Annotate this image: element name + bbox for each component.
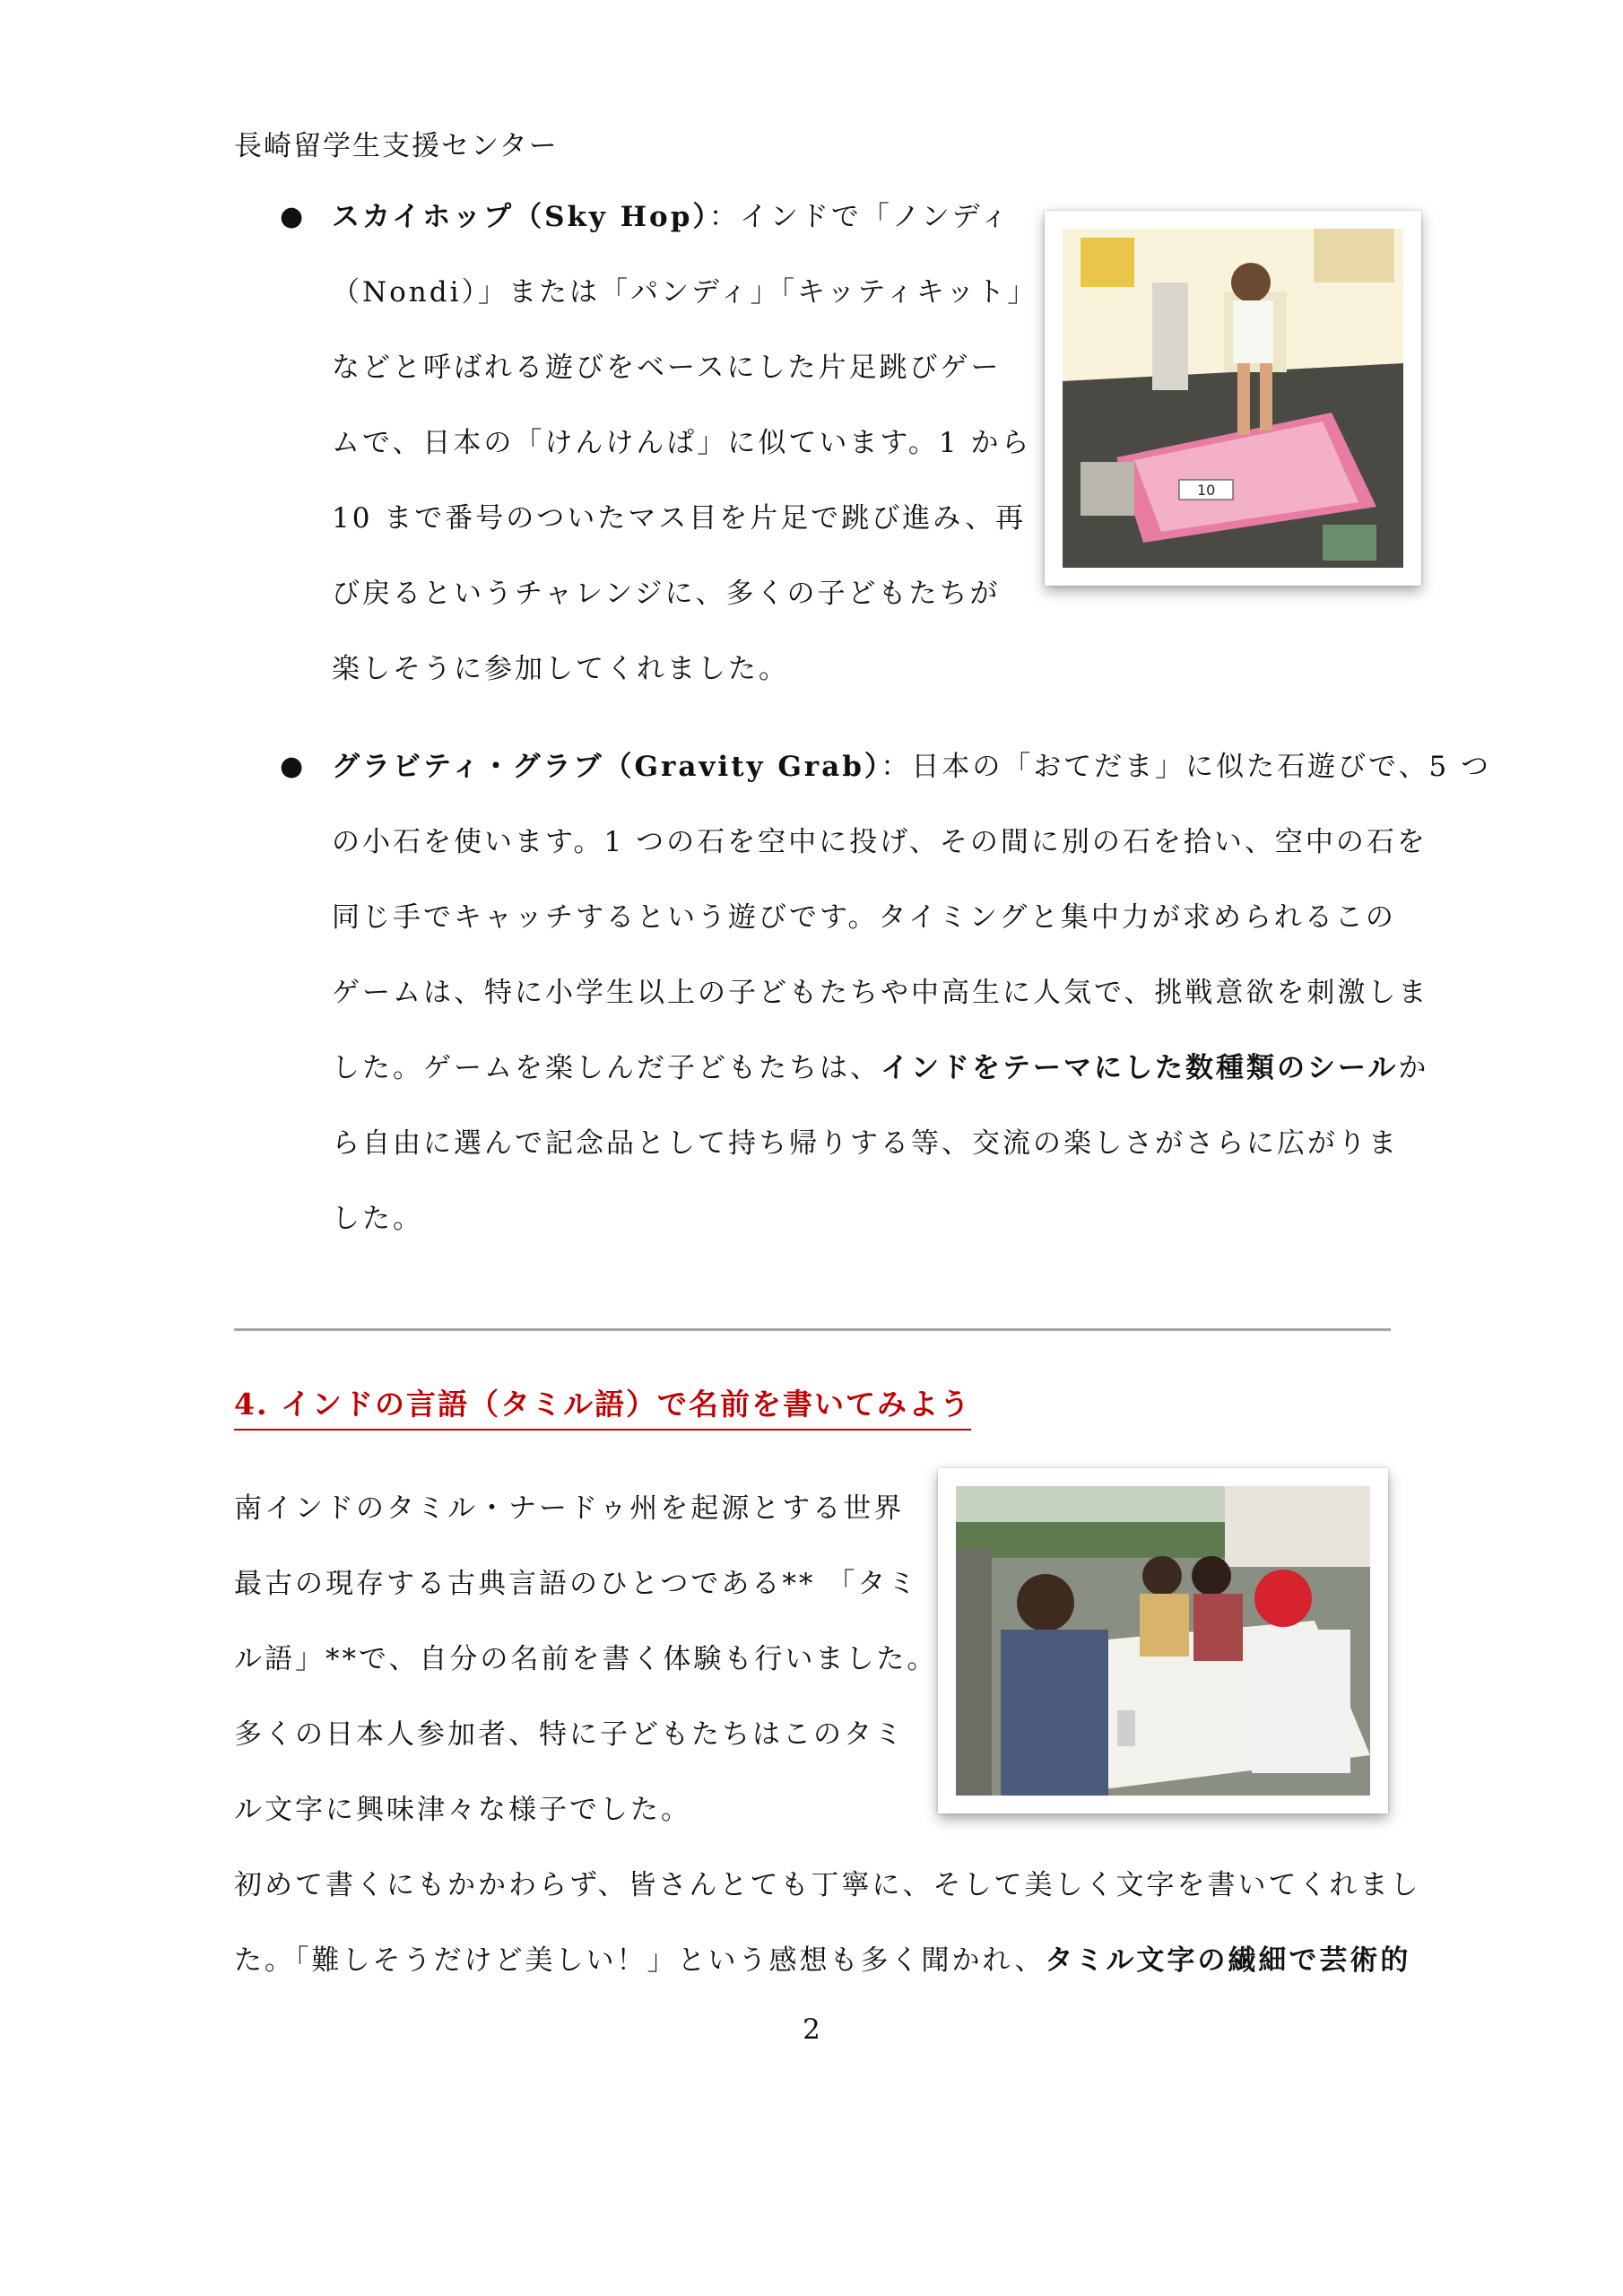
item2-line-5 (332, 1031, 1428, 1106)
section4-full-line-1: 初めて書くにもかかわらず、皆さんとても丁寧に、そして美しく文字を書いてくれまし (234, 1869, 1421, 1901)
workshop-photo-image (956, 1486, 1370, 1796)
section4-line-2: 最古の現存する古典言語のひとつである** 「タミ (234, 1568, 919, 1600)
item2-line-2: の小石を使います。1 つの石を空中に投げ、その間に別の石を拾い、空中の石を (332, 826, 1428, 858)
page-header: 長崎留学生支援センター (234, 130, 559, 162)
section4-highlight: タミル文字の繊細で芸術的 (1045, 1944, 1411, 1977)
bullet-icon: ● (280, 201, 304, 232)
section4-full-line-2-pre: た。「難しそうだけど美しい！」という感想も多く聞かれ、 (234, 1944, 1046, 1977)
item1-line-5: 10 まで番号のついたマス目を片足で跳び進み、再 (332, 502, 1027, 535)
item1-text: ：インドで「ノンディ (708, 201, 1011, 233)
item1-line-3: などと呼ばれる遊びをベースにした片足跳びゲー (332, 352, 1002, 384)
tamil-workshop-photo (938, 1468, 1388, 1813)
item1-line-4: ムで、日本の「けんけんぱ」に似ています。1 から (332, 427, 1032, 459)
section-4-title: 4. インドの言語（タミル語）で名前を書いてみよう (234, 1381, 971, 1431)
item1-title: スカイホップ（Sky Hop） (332, 201, 709, 233)
item2-line-6: ら自由に選んで記念品として持ち帰りする等、交流の楽しさがさらに広がりま (332, 1127, 1399, 1160)
mat-number-label: 10 (1197, 482, 1216, 499)
section4-line-3: ル語」**で、自分の名前を書く体験も行いました。 (234, 1643, 938, 1675)
item2-text: ：日本の「おてだま」に似た石遊びで、5 つ (881, 751, 1492, 783)
item2-line-7: した。 (332, 1203, 423, 1235)
item2-line-4: ゲームは、特に小学生以上の子どもたちや中高生に人気で、挑戦意欲を刺激しま (332, 977, 1429, 1009)
item1-line-6: び戻るというチャレンジに、多くの子どもたちが (332, 578, 1001, 610)
hopscotch-photo-image (1063, 229, 1403, 568)
bullet-icon: ● (280, 751, 304, 782)
item2-line-5-pre: した。ゲームを楽しんだ子どもたちは、 (332, 1052, 881, 1084)
item2-highlight: インドをテーマにした数種類のシール (881, 1052, 1399, 1084)
section4-line-5: ル文字に興味津々な様子でした。 (234, 1794, 691, 1826)
item1-line-1 (332, 179, 1011, 255)
section-divider (234, 1328, 1391, 1331)
item2-line-3: 同じ手でキャッチするという遊びです。タイミングと集中力が求められるこの (332, 901, 1396, 934)
item2-line-1 (332, 729, 1491, 804)
sky-hop-photo (1045, 211, 1421, 586)
page-number: 2 (803, 2013, 820, 2046)
section4-line-4: 多くの日本人参加者、特に子どもたちはこのタミ (234, 1718, 905, 1751)
section4-line-1: 南インドのタミル・ナードゥ州を起源とする世界 (234, 1492, 905, 1525)
item1-line-2: （Nondi）」または「パンディ」「キッティキット」 (332, 276, 1038, 309)
section4-full-line-2 (234, 1923, 1410, 1998)
item2-line-5-post: か (1398, 1052, 1429, 1084)
item1-line-7: 楽しそうに参加してくれました。 (332, 653, 789, 685)
item2-title: グラビティ・グラブ（Gravity Grab） (332, 751, 881, 783)
